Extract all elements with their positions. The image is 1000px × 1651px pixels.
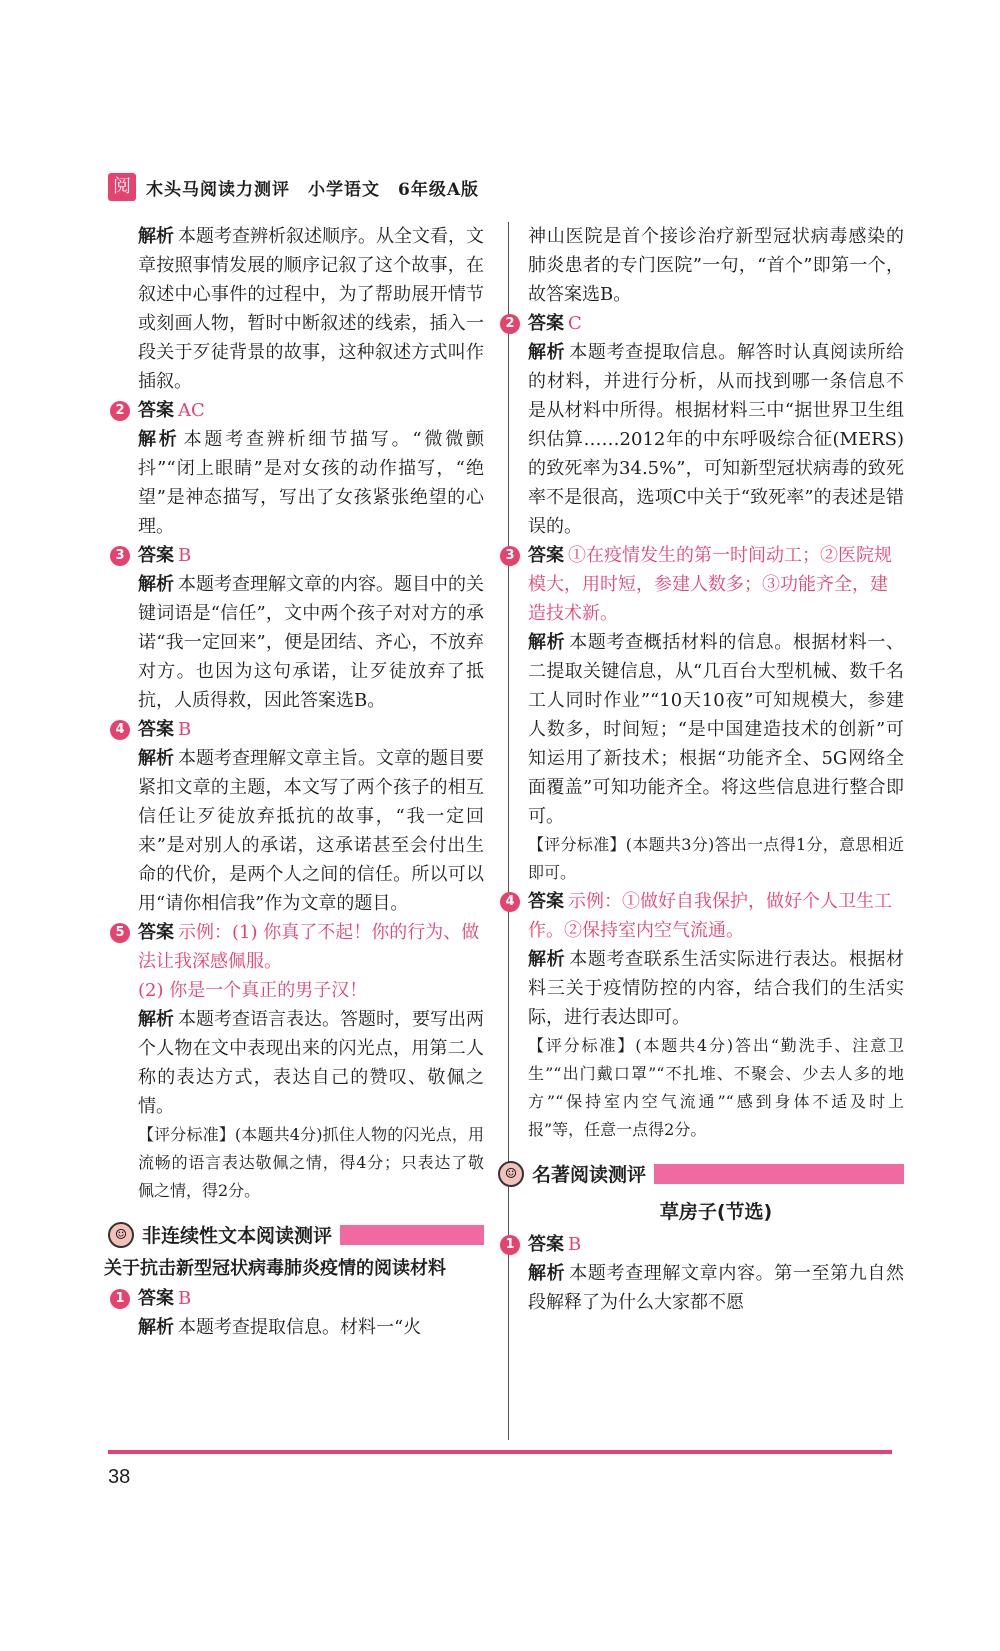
- scoring-4: 【评分标准】(本题共4分)答出“勤洗手、注意卫生”“出门戴口罩”“不扎堆、不聚会、少去人多的地方”“保持室内空气流通”“感到身体不适及时上报”等，任意一点得2分。: [528, 1036, 904, 1139]
- footer-rule: [108, 1450, 892, 1454]
- book-title: 草房子(节选): [659, 1201, 773, 1223]
- answer-item-3: 3 答案 B: [108, 541, 484, 570]
- section-header-nonlinear: [108, 1221, 484, 1248]
- analysis-1: 解析 本题考查理解文章内容。第一至第九自然段解释了为什么大家都不愿: [528, 1263, 905, 1313]
- answer-item-4: 4 答案 示例：①做好自我保护，做好个人卫生工作。②保持室内空气流通。: [498, 887, 904, 945]
- answer-item-2: 2 答案 AC: [108, 396, 484, 425]
- intro-analysis: 解析 本题考查辨析叙述顺序。从全文看，文章按照事情发展的顺序记叙了这个故事，在叙述中心事件的过程中，为了帮助展开情节或刻画人物，暂时中断叙述的线索，插入一段关于歹徒背景的故事，这种叙述方式叫作插叙。: [138, 226, 484, 392]
- analysis-2: 解析 本题考查提取信息。解答时认真阅读所给的材料，并进行分析，从而找到哪一条信息不是从材料中所得。根据材料三中“据世界卫生组织估算……2012年的中东呼吸综合征(MERS)的致死率为34.5%”，可知新型冠状病毒的致死率不是很高，选项C中关于“致死率”的表述是错误的。: [528, 342, 905, 537]
- scoring-5: 【评分标准】(本题共4分)抓住人物的闪光点，用流畅的语言表达敬佩之情，得4分；只表达了敬佩之情，得2分。: [138, 1125, 484, 1200]
- answer-5-line2: (2) 你是一个真正的男子汉！: [138, 980, 368, 1001]
- answer-item-3: 3 答案 ①在疫情发生的第一时间动工；②医院规模大，用时短，参建人数多；③功能齐全，建造技术新。: [498, 541, 904, 628]
- question-number: 2: [500, 314, 520, 334]
- analysis-3: 解析 本题考查理解文章的内容。题目中的关键词语是“信任”，文中两个孩子对对方的承诺“我一定回来”，便是团结、齐心，不放弃对方。也因为这句承诺，让歹徒放弃了抵抗，人质得救，因此答案选B。: [138, 574, 484, 711]
- analysis-3: 解析 本题考查概括材料的信息。根据材料一、二提取关键信息，从“几百台大型机械、数千名工人同时作业”“10天10夜”可知规模大，参建人数多，时间短；“是中国建造技术的创新”可知运用了新技术；根据“功能齐全、5G网络全面覆盖”可知功能齐全。将这些信息进行整合即可。: [528, 632, 905, 827]
- question-number: 4: [500, 892, 520, 912]
- question-number: 1: [110, 1289, 130, 1309]
- answer-item-1: 1 答案 B: [108, 1284, 484, 1313]
- analysis-5: 解析 本题考查语言表达。答题时，要写出两个人物在文中表现出来的闪光点，用第二人称的表达方式，表达自己的赞叹、敬佩之情。: [138, 1009, 484, 1117]
- question-number: 5: [110, 923, 130, 943]
- continued-text: 神山医院是首个接诊治疗新型冠状病毒感染的肺炎患者的专门医院”一句，“首个”即第一个，故答案选B。: [528, 226, 904, 305]
- right-column: [504, 222, 905, 1317]
- question-number: 2: [110, 401, 130, 421]
- section-header-classics: [498, 1160, 904, 1187]
- analysis-1: 解析 本题考查提取信息。材料一“火: [138, 1317, 422, 1338]
- answer-item-4: 4 答案 B: [108, 715, 484, 744]
- answer-item-5: 5 答案 示例：(1) 你真了不起！你的行为、做法让我深感佩服。: [108, 918, 484, 976]
- brand-logo-icon: 阅: [108, 173, 136, 201]
- page-number: 38: [108, 1466, 131, 1488]
- page-header: [108, 172, 479, 202]
- section-bar: [340, 1225, 484, 1245]
- answer-item-1: 1 答案 B: [498, 1230, 904, 1259]
- section-title: 名著阅读测评: [532, 1164, 647, 1186]
- reader-avatar-icon: ☺: [498, 1161, 524, 1187]
- header-title: 木头马阅读力测评 小学语文 6年级A版: [146, 179, 480, 200]
- question-number: 1: [500, 1235, 520, 1255]
- analysis-2: 解析 本题考查辨析细节描写。“微微颤抖”“闭上眼睛”是对女孩的动作描写，“绝望”是神态描写，写出了女孩紧张绝望的心理。: [138, 429, 485, 537]
- analysis-4: 解析 本题考查理解文章主旨。文章的题目要紧扣文章的主题，本文写了两个孩子的相互信任让歹徒放弃抵抗的故事，“我一定回来”是对别人的承诺，这承诺甚至会付出生命的代价，是两个人之间的信任。所以可以用“请你相信我”作为文章的题目。: [138, 748, 484, 914]
- analysis-4: 解析 本题考查联系生活实际进行表达。根据材料三关于疫情防控的内容，结合我们的生活实际，进行表达即可。: [528, 949, 905, 1028]
- question-number: 4: [110, 720, 130, 740]
- question-number: 3: [500, 546, 520, 566]
- question-number: 3: [110, 546, 130, 566]
- scoring-3: 【评分标准】(本题共3分)答出一点得1分，意思相近即可。: [528, 835, 904, 882]
- answer-item-2: 2 答案 C: [498, 309, 904, 338]
- section-title: 非连续性文本阅读测评: [142, 1225, 333, 1247]
- reader-avatar-icon: ☺: [108, 1222, 134, 1248]
- section-bar: [654, 1164, 904, 1184]
- left-column: [104, 222, 485, 1342]
- material-title: 关于抗击新型冠状病毒肺炎疫情的阅读材料: [104, 1258, 446, 1279]
